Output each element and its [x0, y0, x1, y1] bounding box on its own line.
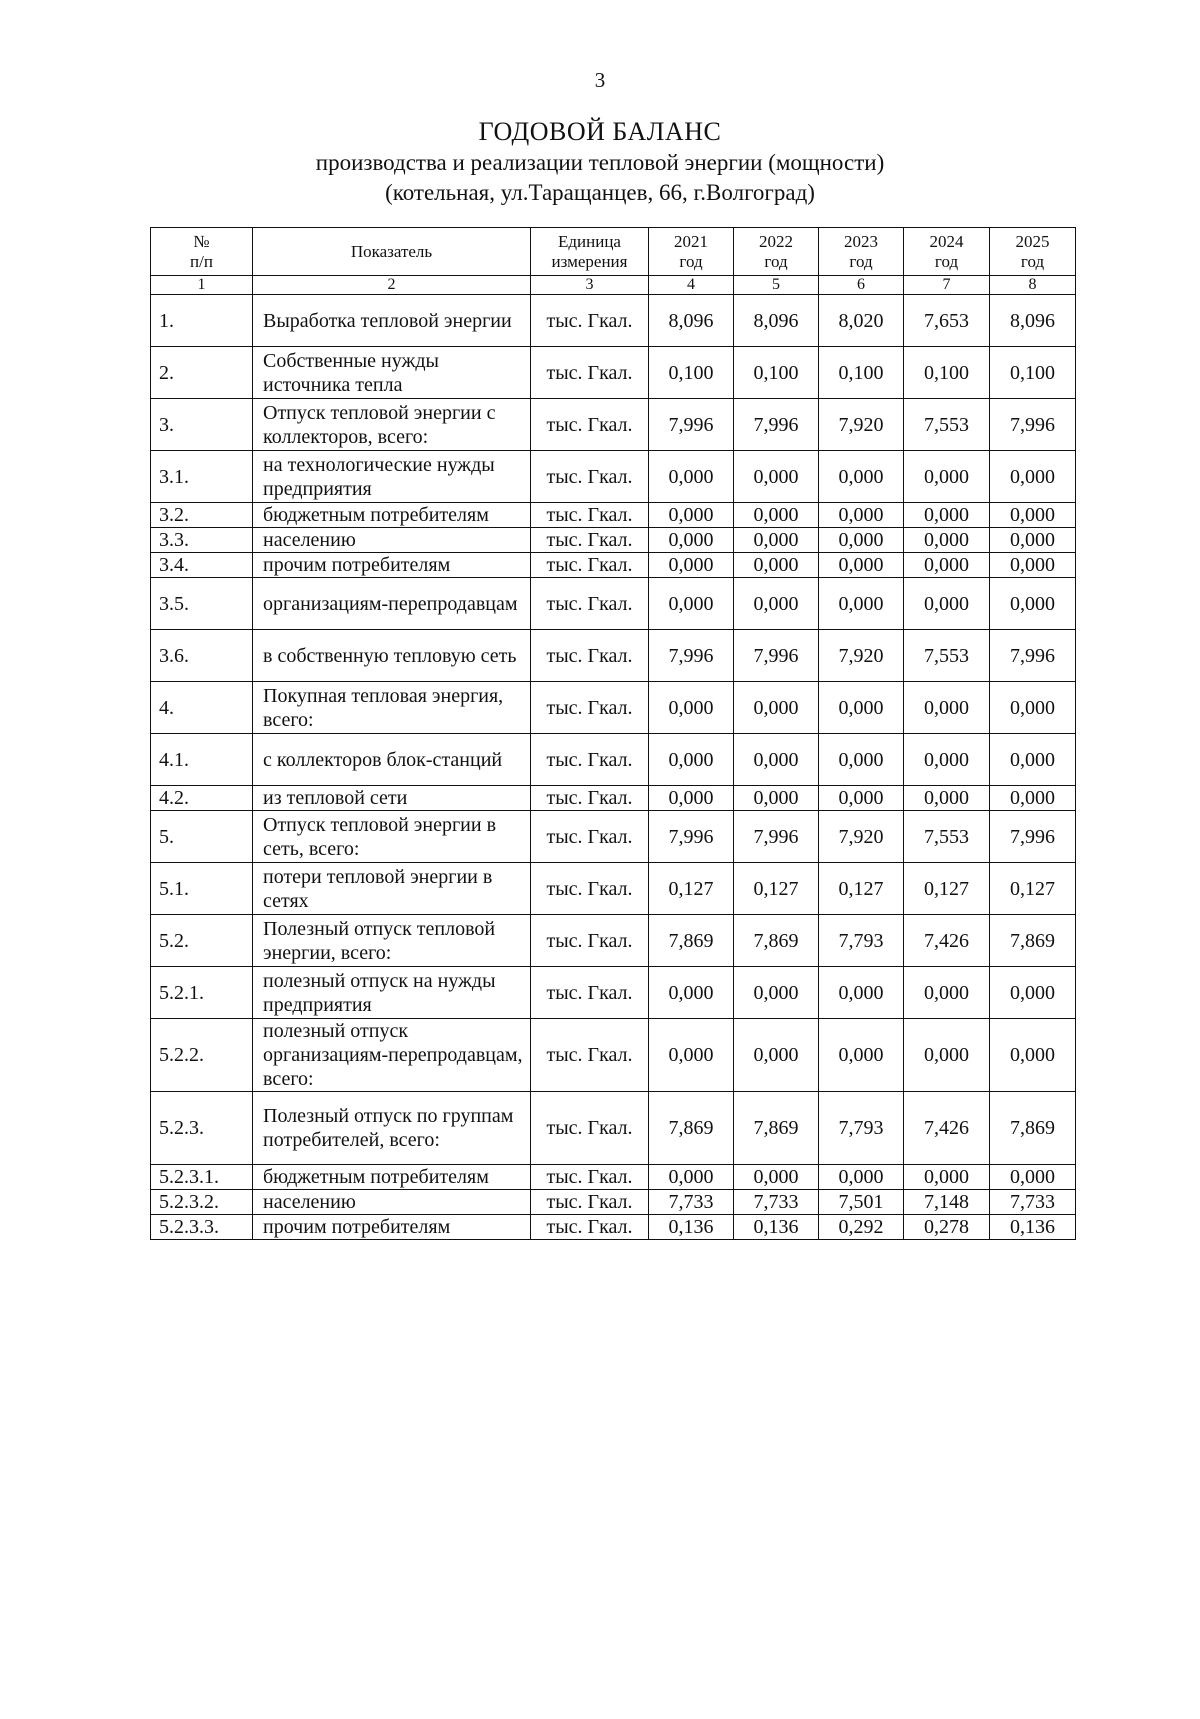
- row-value-year-2024: 7,653: [904, 295, 990, 347]
- row-number: 3.1.: [151, 451, 253, 503]
- row-value-year-2024: 7,426: [904, 915, 990, 967]
- row-value-year-2023: 0,000: [819, 1165, 904, 1190]
- row-value-year-2022: 0,127: [734, 863, 819, 915]
- column-number: 7: [904, 276, 990, 295]
- row-value-year-2023: 7,920: [819, 630, 904, 682]
- table-row: [151, 915, 1076, 967]
- row-value-year-2021: 0,000: [649, 682, 734, 734]
- row-value-year-2021: 0,100: [649, 347, 734, 399]
- row-value-year-2023: 0,100: [819, 347, 904, 399]
- header-year-2025: 2025 год: [990, 228, 1076, 276]
- row-unit: тыс. Гкал.: [531, 915, 649, 967]
- row-value-year-2023: 0,000: [819, 682, 904, 734]
- row-value-year-2025: 0,000: [990, 734, 1076, 786]
- row-unit: тыс. Гкал.: [531, 578, 649, 630]
- row-number: 5.1.: [151, 863, 253, 915]
- row-value-year-2022: 7,996: [734, 399, 819, 451]
- row-number: 4.1.: [151, 734, 253, 786]
- table-row: [151, 786, 1076, 811]
- row-value-year-2025: 0,000: [990, 682, 1076, 734]
- row-number: 5.2.1.: [151, 967, 253, 1019]
- row-value-year-2023: 7,793: [819, 915, 904, 967]
- row-indicator: из тепловой сети: [253, 786, 531, 811]
- row-indicator: Покупная тепловая энергия, всего:: [253, 682, 531, 734]
- row-value-year-2022: 0,000: [734, 682, 819, 734]
- row-value-year-2021: 7,869: [649, 915, 734, 967]
- row-value-year-2024: 7,426: [904, 1092, 990, 1165]
- row-value-year-2021: 0,000: [649, 578, 734, 630]
- row-indicator: прочим потребителям: [253, 1215, 531, 1240]
- row-value-year-2021: 7,996: [649, 811, 734, 863]
- row-indicator: Отпуск тепловой энергии в сеть, всего:: [253, 811, 531, 863]
- row-unit: тыс. Гкал.: [531, 295, 649, 347]
- row-value-year-2024: 0,000: [904, 503, 990, 528]
- row-unit: тыс. Гкал.: [531, 451, 649, 503]
- table-row: [151, 295, 1076, 347]
- row-value-year-2021: 7,996: [649, 630, 734, 682]
- row-number: 3.5.: [151, 578, 253, 630]
- row-indicator: с коллекторов блок-станций: [253, 734, 531, 786]
- row-unit: тыс. Гкал.: [531, 1092, 649, 1165]
- row-indicator: бюджетным потребителям: [253, 1165, 531, 1190]
- row-indicator: полезный отпуск на нужды предприятия: [253, 967, 531, 1019]
- row-value-year-2022: 0,000: [734, 967, 819, 1019]
- row-value-year-2024: 0,000: [904, 967, 990, 1019]
- table-row: [151, 1215, 1076, 1240]
- table-row: [151, 528, 1076, 553]
- row-number: 5.2.3.1.: [151, 1165, 253, 1190]
- row-value-year-2024: 0,000: [904, 451, 990, 503]
- row-number: 1.: [151, 295, 253, 347]
- row-value-year-2024: 0,000: [904, 528, 990, 553]
- row-number: 5.2.3.: [151, 1092, 253, 1165]
- row-value-year-2021: 0,000: [649, 967, 734, 1019]
- column-number: 1: [151, 276, 253, 295]
- row-value-year-2025: 7,869: [990, 1092, 1076, 1165]
- row-indicator: населению: [253, 528, 531, 553]
- row-value-year-2023: 0,000: [819, 553, 904, 578]
- document-subtitle-line-2: (котельная, ул.Таращанцев, 66, г.Волгоград): [385, 180, 815, 205]
- table-row: [151, 1019, 1076, 1092]
- row-value-year-2025: 7,733: [990, 1190, 1076, 1215]
- row-value-year-2025: 0,100: [990, 347, 1076, 399]
- row-value-year-2023: 0,292: [819, 1215, 904, 1240]
- row-indicator: Собственные нужды источника тепла: [253, 347, 531, 399]
- row-unit: тыс. Гкал.: [531, 1215, 649, 1240]
- table-row: [151, 967, 1076, 1019]
- row-value-year-2022: 0,000: [734, 1165, 819, 1190]
- header-indicator: Показатель: [253, 228, 531, 276]
- row-unit: тыс. Гкал.: [531, 553, 649, 578]
- row-value-year-2021: 0,000: [649, 451, 734, 503]
- row-unit: тыс. Гкал.: [531, 786, 649, 811]
- row-number: 5.2.3.3.: [151, 1215, 253, 1240]
- table-body: [151, 295, 1076, 1240]
- row-value-year-2023: 0,000: [819, 1019, 904, 1092]
- row-unit: тыс. Гкал.: [531, 967, 649, 1019]
- row-value-year-2022: 8,096: [734, 295, 819, 347]
- row-value-year-2025: 7,996: [990, 630, 1076, 682]
- row-value-year-2025: 0,000: [990, 528, 1076, 553]
- row-value-year-2025: 0,136: [990, 1215, 1076, 1240]
- row-value-year-2022: 0,000: [734, 1019, 819, 1092]
- row-unit: тыс. Гкал.: [531, 399, 649, 451]
- row-value-year-2021: 0,127: [649, 863, 734, 915]
- row-number: 4.: [151, 682, 253, 734]
- row-value-year-2023: 0,000: [819, 451, 904, 503]
- row-unit: тыс. Гкал.: [531, 347, 649, 399]
- row-number: 3.6.: [151, 630, 253, 682]
- column-number: 5: [734, 276, 819, 295]
- row-value-year-2022: 0,000: [734, 578, 819, 630]
- row-value-year-2025: 8,096: [990, 295, 1076, 347]
- row-value-year-2022: 0,000: [734, 503, 819, 528]
- row-value-year-2024: 0,000: [904, 1019, 990, 1092]
- row-value-year-2025: 7,996: [990, 811, 1076, 863]
- column-number: 8: [990, 276, 1076, 295]
- row-indicator: Полезный отпуск тепловой энергии, всего:: [253, 915, 531, 967]
- row-value-year-2022: 0,000: [734, 451, 819, 503]
- row-value-year-2024: 0,127: [904, 863, 990, 915]
- table-row: [151, 399, 1076, 451]
- row-value-year-2025: 0,127: [990, 863, 1076, 915]
- row-value-year-2023: 0,000: [819, 503, 904, 528]
- row-value-year-2023: 0,000: [819, 578, 904, 630]
- row-value-year-2023: 0,000: [819, 967, 904, 1019]
- row-value-year-2023: 7,501: [819, 1190, 904, 1215]
- row-value-year-2022: 7,869: [734, 915, 819, 967]
- row-value-year-2021: 0,000: [649, 528, 734, 553]
- row-number: 3.4.: [151, 553, 253, 578]
- table-row: [151, 811, 1076, 863]
- row-value-year-2024: 0,100: [904, 347, 990, 399]
- row-value-year-2025: 0,000: [990, 1165, 1076, 1190]
- table-row: [151, 347, 1076, 399]
- table-header-row: [151, 228, 1076, 276]
- row-value-year-2022: 7,733: [734, 1190, 819, 1215]
- row-indicator: организациям-перепродавцам: [253, 578, 531, 630]
- row-value-year-2021: 0,000: [649, 786, 734, 811]
- header-year-2024: 2024 год: [904, 228, 990, 276]
- row-indicator: полезный отпуск организациям-перепродавцам, всего:: [253, 1019, 531, 1092]
- column-number-row: [151, 276, 1076, 295]
- row-value-year-2021: 0,000: [649, 1019, 734, 1092]
- row-indicator: Отпуск тепловой энергии с коллекторов, всего:: [253, 399, 531, 451]
- table-row: [151, 1165, 1076, 1190]
- column-number: 6: [819, 276, 904, 295]
- row-unit: тыс. Гкал.: [531, 503, 649, 528]
- row-value-year-2024: 0,000: [904, 734, 990, 786]
- row-number: 3.3.: [151, 528, 253, 553]
- row-value-year-2023: 0,000: [819, 528, 904, 553]
- row-value-year-2025: 0,000: [990, 503, 1076, 528]
- row-value-year-2023: 0,000: [819, 734, 904, 786]
- row-value-year-2023: 0,000: [819, 786, 904, 811]
- row-value-year-2024: 0,000: [904, 578, 990, 630]
- row-value-year-2023: 7,920: [819, 399, 904, 451]
- balance-table: [150, 227, 1076, 1240]
- table-row: [151, 1092, 1076, 1165]
- row-value-year-2025: 7,996: [990, 399, 1076, 451]
- row-value-year-2024: 7,553: [904, 811, 990, 863]
- row-value-year-2022: 0,000: [734, 786, 819, 811]
- row-value-year-2021: 8,096: [649, 295, 734, 347]
- row-number: 5.2.2.: [151, 1019, 253, 1092]
- row-value-year-2021: 7,733: [649, 1190, 734, 1215]
- row-value-year-2025: 0,000: [990, 578, 1076, 630]
- row-value-year-2022: 7,869: [734, 1092, 819, 1165]
- row-value-year-2024: 0,000: [904, 553, 990, 578]
- row-indicator: Полезный отпуск по группам потребителей, всего:: [253, 1092, 531, 1165]
- table-row: [151, 553, 1076, 578]
- row-value-year-2021: 0,000: [649, 734, 734, 786]
- row-number: 3.2.: [151, 503, 253, 528]
- row-indicator: прочим потребителям: [253, 553, 531, 578]
- row-value-year-2023: 0,127: [819, 863, 904, 915]
- row-value-year-2022: 0,000: [734, 553, 819, 578]
- row-number: 5.2.3.2.: [151, 1190, 253, 1215]
- document-subtitle-line-1: производства и реализации тепловой энергии (мощности): [315, 150, 885, 175]
- table-row: [151, 1190, 1076, 1215]
- row-value-year-2024: 0,000: [904, 786, 990, 811]
- row-number: 5.2.: [151, 915, 253, 967]
- row-value-year-2024: 7,553: [904, 630, 990, 682]
- table-row: [151, 630, 1076, 682]
- header-unit: Единица измерения: [531, 228, 649, 276]
- row-number: 3.: [151, 399, 253, 451]
- row-value-year-2022: 0,100: [734, 347, 819, 399]
- row-value-year-2021: 0,000: [649, 553, 734, 578]
- row-unit: тыс. Гкал.: [531, 1190, 649, 1215]
- row-indicator: потери тепловой энергии в сетях: [253, 863, 531, 915]
- row-number: 5.: [151, 811, 253, 863]
- column-number: 2: [253, 276, 531, 295]
- row-unit: тыс. Гкал.: [531, 630, 649, 682]
- page-number: 3: [594, 68, 606, 92]
- row-value-year-2024: 0,000: [904, 1165, 990, 1190]
- column-number: 4: [649, 276, 734, 295]
- row-unit: тыс. Гкал.: [531, 528, 649, 553]
- header-year-2021: 2021 год: [649, 228, 734, 276]
- row-value-year-2021: 0,000: [649, 503, 734, 528]
- table-row: [151, 863, 1076, 915]
- row-value-year-2021: 7,869: [649, 1092, 734, 1165]
- table-row: [151, 734, 1076, 786]
- row-value-year-2025: 0,000: [990, 553, 1076, 578]
- row-value-year-2023: 7,793: [819, 1092, 904, 1165]
- table-row: [151, 682, 1076, 734]
- row-value-year-2025: 0,000: [990, 786, 1076, 811]
- row-indicator: Выработка тепловой энергии: [253, 295, 531, 347]
- row-unit: тыс. Гкал.: [531, 682, 649, 734]
- table-row: [151, 451, 1076, 503]
- row-value-year-2022: 7,996: [734, 811, 819, 863]
- row-indicator: населению: [253, 1190, 531, 1215]
- header-number: № п/п: [151, 228, 253, 276]
- row-value-year-2022: 7,996: [734, 630, 819, 682]
- row-number: 4.2.: [151, 786, 253, 811]
- column-number: 3: [531, 276, 649, 295]
- row-value-year-2021: 0,136: [649, 1215, 734, 1240]
- row-unit: тыс. Гкал.: [531, 734, 649, 786]
- row-value-year-2024: 0,278: [904, 1215, 990, 1240]
- row-unit: тыс. Гкал.: [531, 1019, 649, 1092]
- row-value-year-2023: 7,920: [819, 811, 904, 863]
- row-value-year-2025: 0,000: [990, 451, 1076, 503]
- row-indicator: на технологические нужды предприятия: [253, 451, 531, 503]
- row-unit: тыс. Гкал.: [531, 1165, 649, 1190]
- document-title: ГОДОВОЙ БАЛАНС: [478, 117, 722, 146]
- row-value-year-2021: 7,996: [649, 399, 734, 451]
- row-value-year-2023: 8,020: [819, 295, 904, 347]
- row-unit: тыс. Гкал.: [531, 811, 649, 863]
- header-year-2023: 2023 год: [819, 228, 904, 276]
- row-value-year-2025: 0,000: [990, 967, 1076, 1019]
- row-value-year-2024: 7,553: [904, 399, 990, 451]
- row-unit: тыс. Гкал.: [531, 863, 649, 915]
- row-indicator: в собственную тепловую сеть: [253, 630, 531, 682]
- document-heading: [0, 116, 1200, 208]
- row-value-year-2021: 0,000: [649, 1165, 734, 1190]
- row-value-year-2024: 0,000: [904, 682, 990, 734]
- row-number: 2.: [151, 347, 253, 399]
- row-value-year-2024: 7,148: [904, 1190, 990, 1215]
- table-row: [151, 578, 1076, 630]
- row-value-year-2025: 7,869: [990, 915, 1076, 967]
- row-value-year-2022: 0,136: [734, 1215, 819, 1240]
- table-row: [151, 503, 1076, 528]
- row-indicator: бюджетным потребителям: [253, 503, 531, 528]
- row-value-year-2022: 0,000: [734, 734, 819, 786]
- row-value-year-2025: 0,000: [990, 1019, 1076, 1092]
- row-value-year-2022: 0,000: [734, 528, 819, 553]
- header-year-2022: 2022 год: [734, 228, 819, 276]
